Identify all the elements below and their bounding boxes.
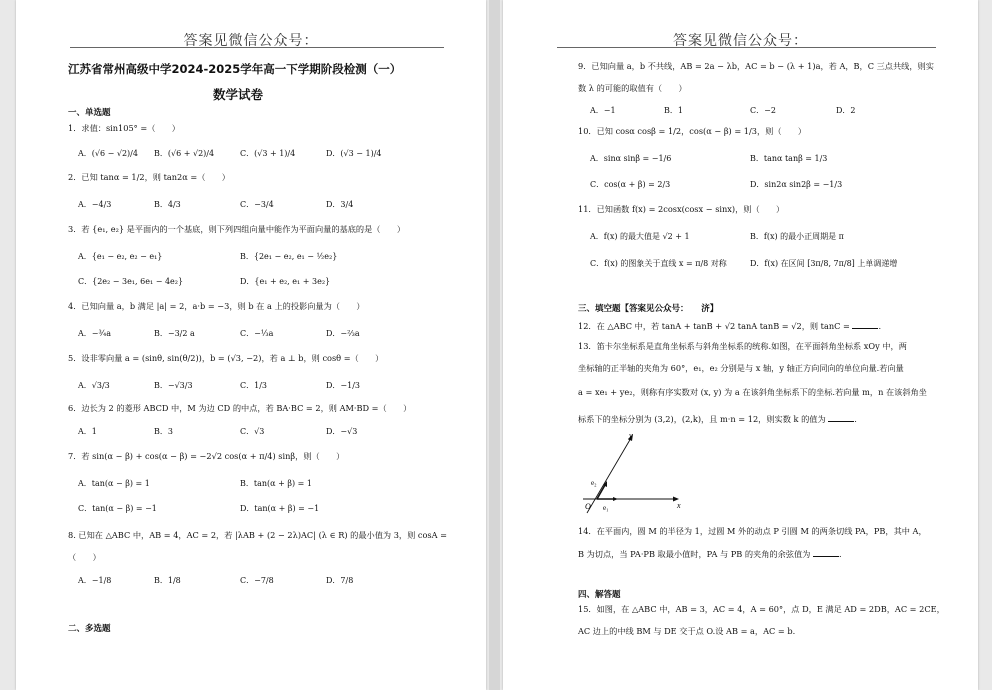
q2-option-c: C．−3/4 [240,200,274,209]
q5-option-d: D．−1/3 [326,381,360,390]
answer-blank [813,548,839,557]
answer-blank [828,413,854,422]
question-5: 5．设非零向量 a = (sinθ, sin(θ/2))，b = (√3, −2)，若 a ⊥ b，则 cosθ =（ ） [68,353,384,363]
q9-option-d: D．2 [836,106,856,115]
q9-option-a: A．−1 [590,106,616,115]
q5-option-c: C．1/3 [240,381,267,390]
q7-option-d: D．tan(α + β) = −1 [240,504,320,513]
q3-option-a: A．{e₁ − e₂, e₂ − e₁} [78,252,163,261]
q10-option-d: D．sin2α sin2β = −1/3 [750,180,843,189]
question-13-line-2: 坐标轴的正半轴的夹角为 60°，e₁，e₂ 分别是与 x 轴，y 轴正方向同向的单位向量.若向量 [578,363,904,373]
q3-option-b: B．{2e₁ − e₂, e₁ − ½e₂} [240,252,338,261]
question-15-line-2: AC 边上的中线 BM 与 DE 交于点 O.设 AB = a，AC = b. [578,626,796,636]
question-3: 3．若 {e₁, e₂} 是平面内的一个基底，则下列四组向量中能作为平面向量的基底的是（ ） [68,224,406,234]
q2-option-a: A．−4/3 [78,200,112,209]
q3-option-c: C．{2e₂ − 3e₁, 6e₁ − 4e₂} [78,277,184,286]
page-header: 答案见微信公众号： [183,33,319,49]
q11-option-a: A．f(x) 的最大值是 √2 + 1 [590,232,690,241]
section-heading: 三、填空题【答案见公众号： 济】 [578,304,719,314]
q2-option-b: B．4/3 [154,200,181,209]
question-4: 4．已知向量 a，b 满足 |a| = 2，a·b = −3，则 b 在 a 上的投影向量为（ ） [68,301,365,311]
answer-blank [852,320,878,329]
exam-title: 江苏省常州高级中学2024-2025学年高一下学期阶段检测（一） [68,62,402,76]
q7-option-c: C．tan(α − β) = −1 [78,504,157,513]
question-14-text: B 为切点，当 PA·PB 取最小值时，PA 与 PB 的夹角的余弦值为 [578,549,811,559]
question-13-line-3: a = xe₁ + ye₂，则称有序实数对 (x, y) 为 a 在该斜角坐标系下的坐标.若向量 m，n 在该斜角坐 [578,387,927,397]
q8-option-c: C．−7/8 [240,576,274,585]
q9-option-b: B．1 [664,106,683,115]
y-axis-label: y [629,431,633,440]
document-page-left [16,0,486,690]
q6-option-b: B．3 [154,427,173,436]
q7-option-a: A．tan(α − β) = 1 [78,479,150,488]
q4-option-d: D．−⅔a [326,329,360,338]
q6-option-a: A．1 [78,427,97,436]
question-13-line-1: 13．笛卡尔坐标系是直角坐标系与斜角坐标系的统称.如图，在平面斜角坐标系 xOy 中，两 [578,341,907,351]
q1-option-b: B．(√6 + √2)/4 [154,149,215,158]
exam-subtitle: 数学试卷 [213,87,264,102]
q1-option-d: D．(√3 − 1)/4 [326,149,382,158]
section-heading: 四、解答题 [578,590,621,600]
q10-option-c: C．cos(α + β) = 2/3 [590,180,671,189]
q3-option-d: D．{e₁ + e₂, e₁ + 3e₂} [240,277,331,286]
q5-option-b: B．−√3/3 [154,381,193,390]
x-axis-label: x [677,501,681,510]
header-rule [557,47,936,48]
question-8: 8. 已知在 △ABC 中，AB = 4，AC = 2，若 |λAB + (2 − 2λ)AC| (λ ∈ R) 的最小值为 3，则 cosA = [68,530,447,540]
q8-option-d: D．7/8 [326,576,354,585]
q6-option-d: D．−√3 [326,427,358,436]
question-9: 9．已知向量 a，b 不共线，AB = 2a − λb，AC = b − (λ + 1)a，若 A，B，C 三点共线，则实 [578,61,934,71]
question-13-text: 标系下的坐标分别为 (3,2)，(2,k)，且 m·n = 12，则实数 k 的值为 [578,414,826,424]
q5-option-a: A．√3/3 [78,381,110,390]
q8-option-b: B．1/8 [154,576,181,585]
q4-option-a: A．−¾a [78,329,112,338]
e1-arrowhead [613,497,618,501]
e1-label: e₁ [603,504,609,512]
e2-vector [597,485,605,499]
question-11: 11．已知函数 f(x) = 2cosx(cosx − sinx)，则（ ） [578,204,785,214]
q8-option-a: A．−1/8 [78,576,112,585]
question-8-continued: （ ） [68,552,101,562]
question-14-line-1: 14．在平面内，圆 M 的半径为 1，过圆 M 外的动点 P 引圆 M 的两条切线 PA，PB，其中 A， [578,526,927,536]
q6-option-c: C．√3 [240,427,265,436]
q1-option-c: C．(√3 + 1)/4 [240,149,296,158]
q11-option-c: C．f(x) 的图象关于直线 x = π/8 对称 [590,259,727,268]
page-gap [489,0,500,690]
question-9-continued: 数 λ 的可能的取值有（ ） [578,83,687,93]
q9-option-c: C．−2 [750,106,776,115]
section-heading: 一、单选题 [68,108,111,118]
section-heading: 二、多选题 [68,624,111,634]
q1-option-a: A．(√6 − √2)/4 [78,149,138,158]
document-page-right [503,0,978,690]
q10-option-a: A．sinα sinβ = −1/6 [590,154,672,163]
oblique-axes-figure [573,430,703,520]
header-rule [70,47,444,48]
question-1: 1．求值：sin105° =（ ） [68,123,180,133]
page-header: 答案见微信公众号： [673,33,808,49]
q11-option-d: D．f(x) 在区间 [3π/8, 7π/8] 上单调递增 [750,259,898,268]
q4-option-b: B．−3/2 a [154,329,195,338]
question-13-line-4: 标系下的坐标分别为 (3,2)，(2,k)，且 m·n = 12，则实数 k 的值为 . [578,414,857,424]
question-12-text: 12．在 △ABC 中，若 tanA + tanB + √2 tanA tanB = √2，则 tanC = [578,321,850,331]
y-axis [587,438,631,513]
question-10: 10．已知 cosα cosβ = 1/2，cos(α − β) = 1/3，则（ ） [578,126,807,136]
question-14-line-2: B 为切点，当 PA·PB 取最小值时，PA 与 PB 的夹角的余弦值为 . [578,549,842,559]
question-12: 12．在 △ABC 中，若 tanA + tanB + √2 tanA tanB = √2，则 tanC = . [578,321,882,331]
q7-option-b: B．tan(α + β) = 1 [240,479,312,488]
origin-label: O [585,502,591,511]
question-15-line-1: 15．如图，在 △ABC 中，AB = 3，AC = 4，A = 60°，点 D，E 满足 AD = 2DB，AC = 2CE， [578,604,945,614]
question-2: 2．已知 tanα = 1/2，则 tan2α =（ ） [68,172,230,182]
q4-option-c: C．−⅓a [240,329,274,338]
e2-label: e₂ [591,479,597,487]
q11-option-b: B．f(x) 的最小正周期是 π [750,232,844,241]
q10-option-b: B．tanα tanβ = 1/3 [750,154,828,163]
question-7: 7．若 sin(α − β) + cos(α − β) = −2√2 cos(α + π/4) sinβ，则（ ） [68,451,345,461]
question-6: 6．边长为 2 的菱形 ABCD 中，M 为边 CD 的中点，若 BA·BC = 2，则 AM·BD =（ ） [68,403,412,413]
q2-option-d: D．3/4 [326,200,354,209]
